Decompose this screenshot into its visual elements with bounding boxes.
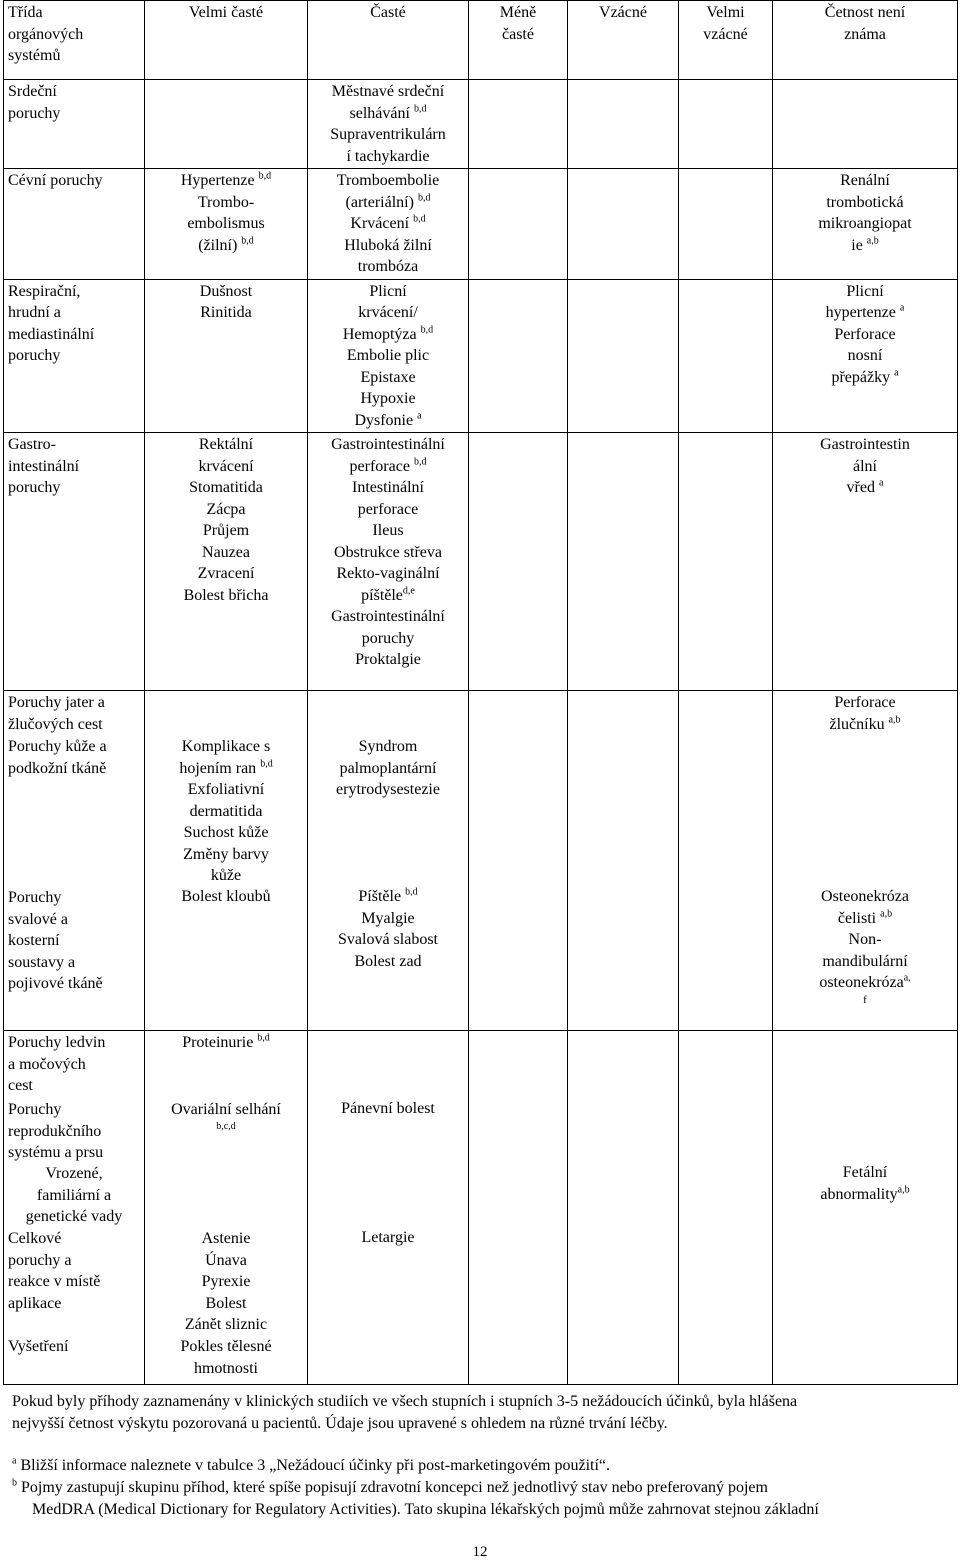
soc-vascular: Cévní poruchy bbox=[4, 169, 145, 280]
renal-very-common: Proteinurie $^{b,d}$ bbox=[182, 1032, 270, 1051]
gi-very-common: Rektální krvácení Stomatitida Zácpa Průjem Nauzea Zvracení Bolest břicha bbox=[145, 433, 308, 691]
general-common: Letargie bbox=[361, 1229, 415, 1246]
table-row bbox=[4, 279, 958, 433]
respiratory-common: Plicní krvácení/ Hemoptýza $^{b,d}$ Embolie plic Epistaxe Hypoxie Dysfonie $^a$ bbox=[308, 279, 469, 433]
header-common: Časté bbox=[308, 1, 469, 80]
investigations-very-common: Pokles tělesné hmotnosti bbox=[180, 1338, 272, 1377]
footer-note: Pokud byly příhody zaznamenány v klinických studiích ve všech stupních i stupních 3-5 nežádoucích účinků, byla hlášena nejvyšší četnost výskytu pozorovaná u pacientů. Údaje jsou upravené s ohledem na různé trvání léčby. bbox=[12, 1393, 798, 1432]
header-organ-class: Třída orgánových systémů bbox=[4, 1, 145, 80]
respiratory-unknown: Plicní hypertenze $^a$ Perforace nosní přepážky $^a$ bbox=[773, 279, 958, 433]
skin-common: Syndrom palmoplantární erytrodysestezie bbox=[336, 738, 440, 798]
header-very-rare: Velmi vzácné bbox=[679, 1, 773, 80]
musculo-very-common: Bolest kloubů bbox=[181, 888, 271, 905]
block2-very-common bbox=[145, 691, 308, 1031]
table-row bbox=[4, 691, 958, 1031]
soc-musculo: Poruchy svalové a kosterní soustavy a pojivové tkáně bbox=[8, 889, 103, 992]
soc-block-2 bbox=[4, 691, 145, 1031]
soc-block-3 bbox=[4, 1031, 145, 1385]
vascular-common: Tromboembolie (arteriální) $^{b,d}$ Krvácení $^{b,d}$ Hluboká žilní trombóza bbox=[308, 169, 469, 280]
adverse-reactions-table bbox=[3, 0, 958, 1385]
respiratory-very-common: Dušnost Rinitida bbox=[145, 279, 308, 433]
header-unknown: Četnost není známa bbox=[773, 1, 958, 80]
table-row bbox=[4, 169, 958, 280]
gi-unknown: Gastrointestin ální vřed $^a$ bbox=[773, 433, 958, 691]
header-uncommon: Méně časté bbox=[469, 1, 568, 80]
cardiac-common: Městnavé srdeční selhávání $^{b,d}$ Supraventrikulárn í tachykardie bbox=[308, 80, 469, 169]
header-very-common: Velmi časté bbox=[145, 1, 308, 80]
soc-cardiac: Srdeční poruchy bbox=[4, 80, 145, 169]
footnote-b: $^b$ Pojmy zastupují skupinu příhod, které spíše popisují zdravotní koncepci než jednotlivý stav nebo preferovaný pojem MedDRA (Medical Dictionary for Regulatory Activities). Tato skupina lékařských pojmů může zahrnovat stejnou základní bbox=[12, 1477, 819, 1518]
header-row bbox=[4, 1, 958, 80]
soc-respiratory: Respirační, hrudní a mediastinální poruchy bbox=[4, 279, 145, 433]
gi-common: Gastrointestinální perforace $^{b,d}$ Intestinální perforace Ileus Obstrukce střeva Rekto-vaginální píštěle$^{d,e}$ Gastrointestinální poruchy Proktalgie bbox=[308, 433, 469, 691]
musculo-common: Píštěle $^{b,d}$ Myalgie Svalová slabost Bolest zad bbox=[338, 886, 438, 970]
block3-common bbox=[308, 1031, 469, 1385]
musculo-unknown: Osteonekróza čelisti $^{a,b}$ Non- mandibulární osteonekróza$^{a,}$ f bbox=[819, 888, 911, 1006]
skin-very-common: Komplikace s hojením ran $^{b,d}$ Exfoliativní dermatitida Suchost kůže Změny barvy kůže bbox=[179, 738, 273, 884]
soc-repro: Poruchy reprodukčního systému a prsu bbox=[8, 1101, 104, 1161]
block3-very-common bbox=[145, 1031, 308, 1385]
block3-unknown bbox=[773, 1031, 958, 1385]
table-row bbox=[4, 433, 958, 691]
soc-hepato: Poruchy jater a žlučových cest bbox=[8, 694, 105, 733]
soc-general: Celkové poruchy a reakce v místě aplikace bbox=[8, 1230, 101, 1312]
header-rare: Vzácné bbox=[568, 1, 679, 80]
general-very-common: Astenie Únava Pyrexie Bolest Zánět sliznic bbox=[184, 1230, 268, 1333]
footnote-a: $^a$ Bližší informace naleznete v tabulce 3 „Nežádoucí účinky při post-marketingovém použití“. bbox=[12, 1455, 611, 1474]
page-number: 12 bbox=[472, 1544, 488, 1560]
vascular-unknown: Renální trombotická mikroangiopat ie $^{a,b}$ bbox=[773, 169, 958, 280]
hepato-unknown: Perforace žlučníku $^{a,b}$ bbox=[829, 694, 901, 733]
repro-common: Pánevní bolest bbox=[341, 1100, 435, 1117]
soc-congenital: Vrozené, familiární a genetické vady bbox=[25, 1165, 123, 1225]
block2-common bbox=[308, 691, 469, 1031]
repro-very-common: Ovariální selhání b,c,d bbox=[171, 1101, 281, 1132]
table-row bbox=[4, 80, 958, 169]
soc-skin: Poruchy kůže a podkožní tkáně bbox=[8, 738, 107, 777]
congenital-unknown: Fetální abnormality$^{a,b}$ bbox=[820, 1164, 910, 1203]
soc-gi: Gastro- intestinální poruchy bbox=[4, 433, 145, 691]
soc-investigations: Vyšetření bbox=[8, 1338, 69, 1355]
table-row bbox=[4, 1031, 958, 1385]
block2-unknown bbox=[773, 691, 958, 1031]
vascular-very-common: Hypertenze $^{b,d}$ Trombo- embolismus (žilní) $^{b,d}$ bbox=[145, 169, 308, 280]
soc-renal: Poruchy ledvin a močových cest bbox=[8, 1034, 106, 1094]
